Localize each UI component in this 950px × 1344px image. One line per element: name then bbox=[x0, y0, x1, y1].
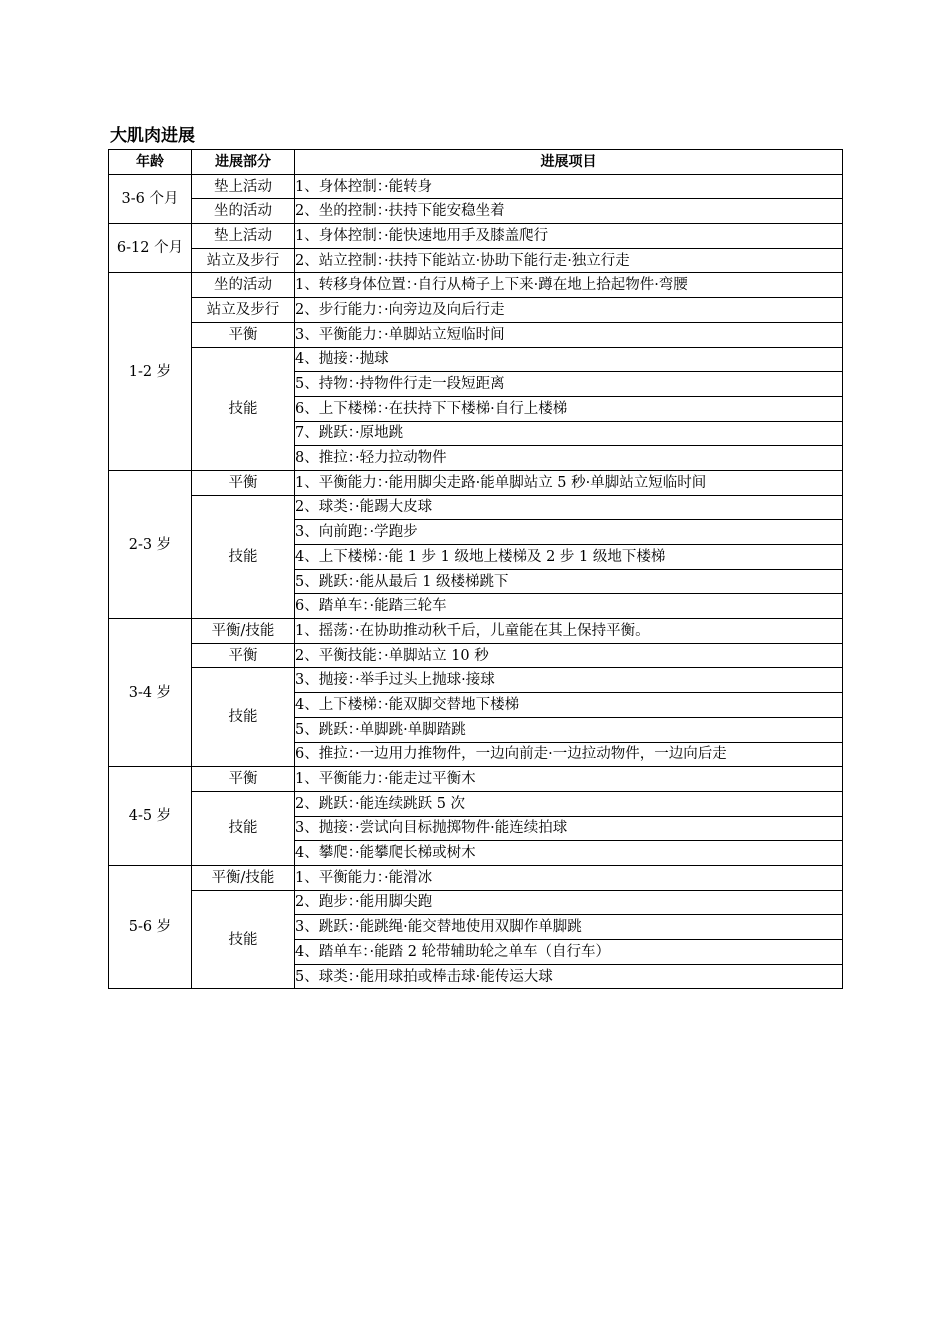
item-cell: 1、转移身体位置：·自行从椅子上下来·蹲在地上拾起物件·弯腰 bbox=[295, 273, 843, 298]
item-cell: 3、向前跑：·学跑步 bbox=[295, 520, 843, 545]
page-title: 大肌肉进展 bbox=[110, 126, 195, 146]
part-cell: 平衡 bbox=[192, 643, 295, 668]
age-cell: 5-6 岁 bbox=[109, 865, 192, 988]
age-cell: 4-5 岁 bbox=[109, 767, 192, 866]
item-cell: 2、平衡技能：·单脚站立 10 秒 bbox=[295, 643, 843, 668]
item-cell: 3、平衡能力：·单脚站立短临时间 bbox=[295, 322, 843, 347]
part-cell: 技能 bbox=[192, 890, 295, 989]
table-row bbox=[109, 643, 843, 668]
part-cell: 垫上活动 bbox=[192, 174, 295, 199]
item-cell: 2、跑步：·能用脚尖跑 bbox=[295, 890, 843, 915]
age-cell: 3-4 岁 bbox=[109, 619, 192, 767]
part-cell: 站立及步行 bbox=[192, 298, 295, 323]
table-row bbox=[109, 347, 843, 372]
item-cell: 1、身体控制：·能快速地用手及膝盖爬行 bbox=[295, 224, 843, 249]
table-body bbox=[109, 174, 843, 989]
table-header-row bbox=[109, 150, 843, 175]
item-cell: 5、球类：·能用球拍或棒击球·能传运大球 bbox=[295, 964, 843, 989]
table-row bbox=[109, 890, 843, 915]
part-cell: 平衡 bbox=[192, 470, 295, 495]
table-row bbox=[109, 224, 843, 249]
part-cell: 技能 bbox=[192, 668, 295, 767]
part-cell: 技能 bbox=[192, 495, 295, 618]
motor-development-table bbox=[108, 149, 843, 989]
item-cell: 2、站立控制：·扶持下能站立·协助下能行走·独立行走 bbox=[295, 248, 843, 273]
item-cell: 4、抛接：·抛球 bbox=[295, 347, 843, 372]
table-row bbox=[109, 470, 843, 495]
item-cell: 2、跳跃：·能连续跳跃 5 次 bbox=[295, 791, 843, 816]
table-row bbox=[109, 248, 843, 273]
table-row bbox=[109, 767, 843, 792]
part-cell: 垫上活动 bbox=[192, 224, 295, 249]
age-cell: 1-2 岁 bbox=[109, 273, 192, 471]
header-part: 进展部分 bbox=[192, 150, 295, 175]
table-row bbox=[109, 495, 843, 520]
item-cell: 2、坐的控制：·扶持下能安稳坐着 bbox=[295, 199, 843, 224]
item-cell: 5、持物：·持物件行走一段短距离 bbox=[295, 372, 843, 397]
item-cell: 4、踏单车：·能踏 2 轮带辅助轮之单车（自行车） bbox=[295, 940, 843, 965]
item-cell: 6、上下楼梯：·在扶持下下楼梯·自行上楼梯 bbox=[295, 396, 843, 421]
item-cell: 5、跳跃：·能从最后 1 级楼梯跳下 bbox=[295, 569, 843, 594]
header-item: 进展项目 bbox=[295, 150, 843, 175]
age-cell: 3-6 个月 bbox=[109, 174, 192, 223]
item-cell: 2、球类：·能踢大皮球 bbox=[295, 495, 843, 520]
table-row bbox=[109, 619, 843, 644]
part-cell: 坐的活动 bbox=[192, 273, 295, 298]
item-cell: 8、推拉：·轻力拉动物件 bbox=[295, 446, 843, 471]
part-cell: 平衡/技能 bbox=[192, 619, 295, 644]
age-cell: 2-3 岁 bbox=[109, 470, 192, 618]
item-cell: 5、跳跃：·单脚跳·单脚踏跳 bbox=[295, 717, 843, 742]
part-cell: 平衡/技能 bbox=[192, 865, 295, 890]
item-cell: 4、攀爬：·能攀爬长梯或树木 bbox=[295, 841, 843, 866]
item-cell: 1、平衡能力：·能走过平衡木 bbox=[295, 767, 843, 792]
item-cell: 1、平衡能力：·能用脚尖走路·能单脚站立 5 秒·单脚站立短临时间 bbox=[295, 470, 843, 495]
item-cell: 3、抛接：·尝试向目标抛掷物件·能连续拍球 bbox=[295, 816, 843, 841]
item-cell: 1、平衡能力：·能滑冰 bbox=[295, 865, 843, 890]
header-age: 年龄 bbox=[109, 150, 192, 175]
item-cell: 1、摇荡：·在协助推动秋千后，儿童能在其上保持平衡。 bbox=[295, 619, 843, 644]
item-cell: 3、跳跃：·能跳绳·能交替地使用双脚作单脚跳 bbox=[295, 915, 843, 940]
part-cell: 站立及步行 bbox=[192, 248, 295, 273]
part-cell: 平衡 bbox=[192, 322, 295, 347]
age-cell: 6-12 个月 bbox=[109, 224, 192, 273]
item-cell: 6、推拉：·一边用力推物件，一边向前走·一边拉动物件，一边向后走 bbox=[295, 742, 843, 767]
table-row bbox=[109, 322, 843, 347]
item-cell: 6、踏单车：·能踏三轮车 bbox=[295, 594, 843, 619]
part-cell: 技能 bbox=[192, 347, 295, 470]
table-row bbox=[109, 199, 843, 224]
part-cell: 技能 bbox=[192, 791, 295, 865]
part-cell: 坐的活动 bbox=[192, 199, 295, 224]
item-cell: 4、上下楼梯：·能 1 步 1 级地上楼梯及 2 步 1 级地下楼梯 bbox=[295, 545, 843, 570]
item-cell: 2、步行能力：·向旁边及向后行走 bbox=[295, 298, 843, 323]
part-cell: 平衡 bbox=[192, 767, 295, 792]
table-row bbox=[109, 298, 843, 323]
table-row bbox=[109, 668, 843, 693]
table-row bbox=[109, 865, 843, 890]
item-cell: 4、上下楼梯：·能双脚交替地下楼梯 bbox=[295, 693, 843, 718]
item-cell: 7、跳跃：·原地跳 bbox=[295, 421, 843, 446]
item-cell: 3、抛接：·举手过头上抛球·接球 bbox=[295, 668, 843, 693]
table-row bbox=[109, 273, 843, 298]
table-row bbox=[109, 174, 843, 199]
item-cell: 1、身体控制：·能转身 bbox=[295, 174, 843, 199]
table-row bbox=[109, 791, 843, 816]
